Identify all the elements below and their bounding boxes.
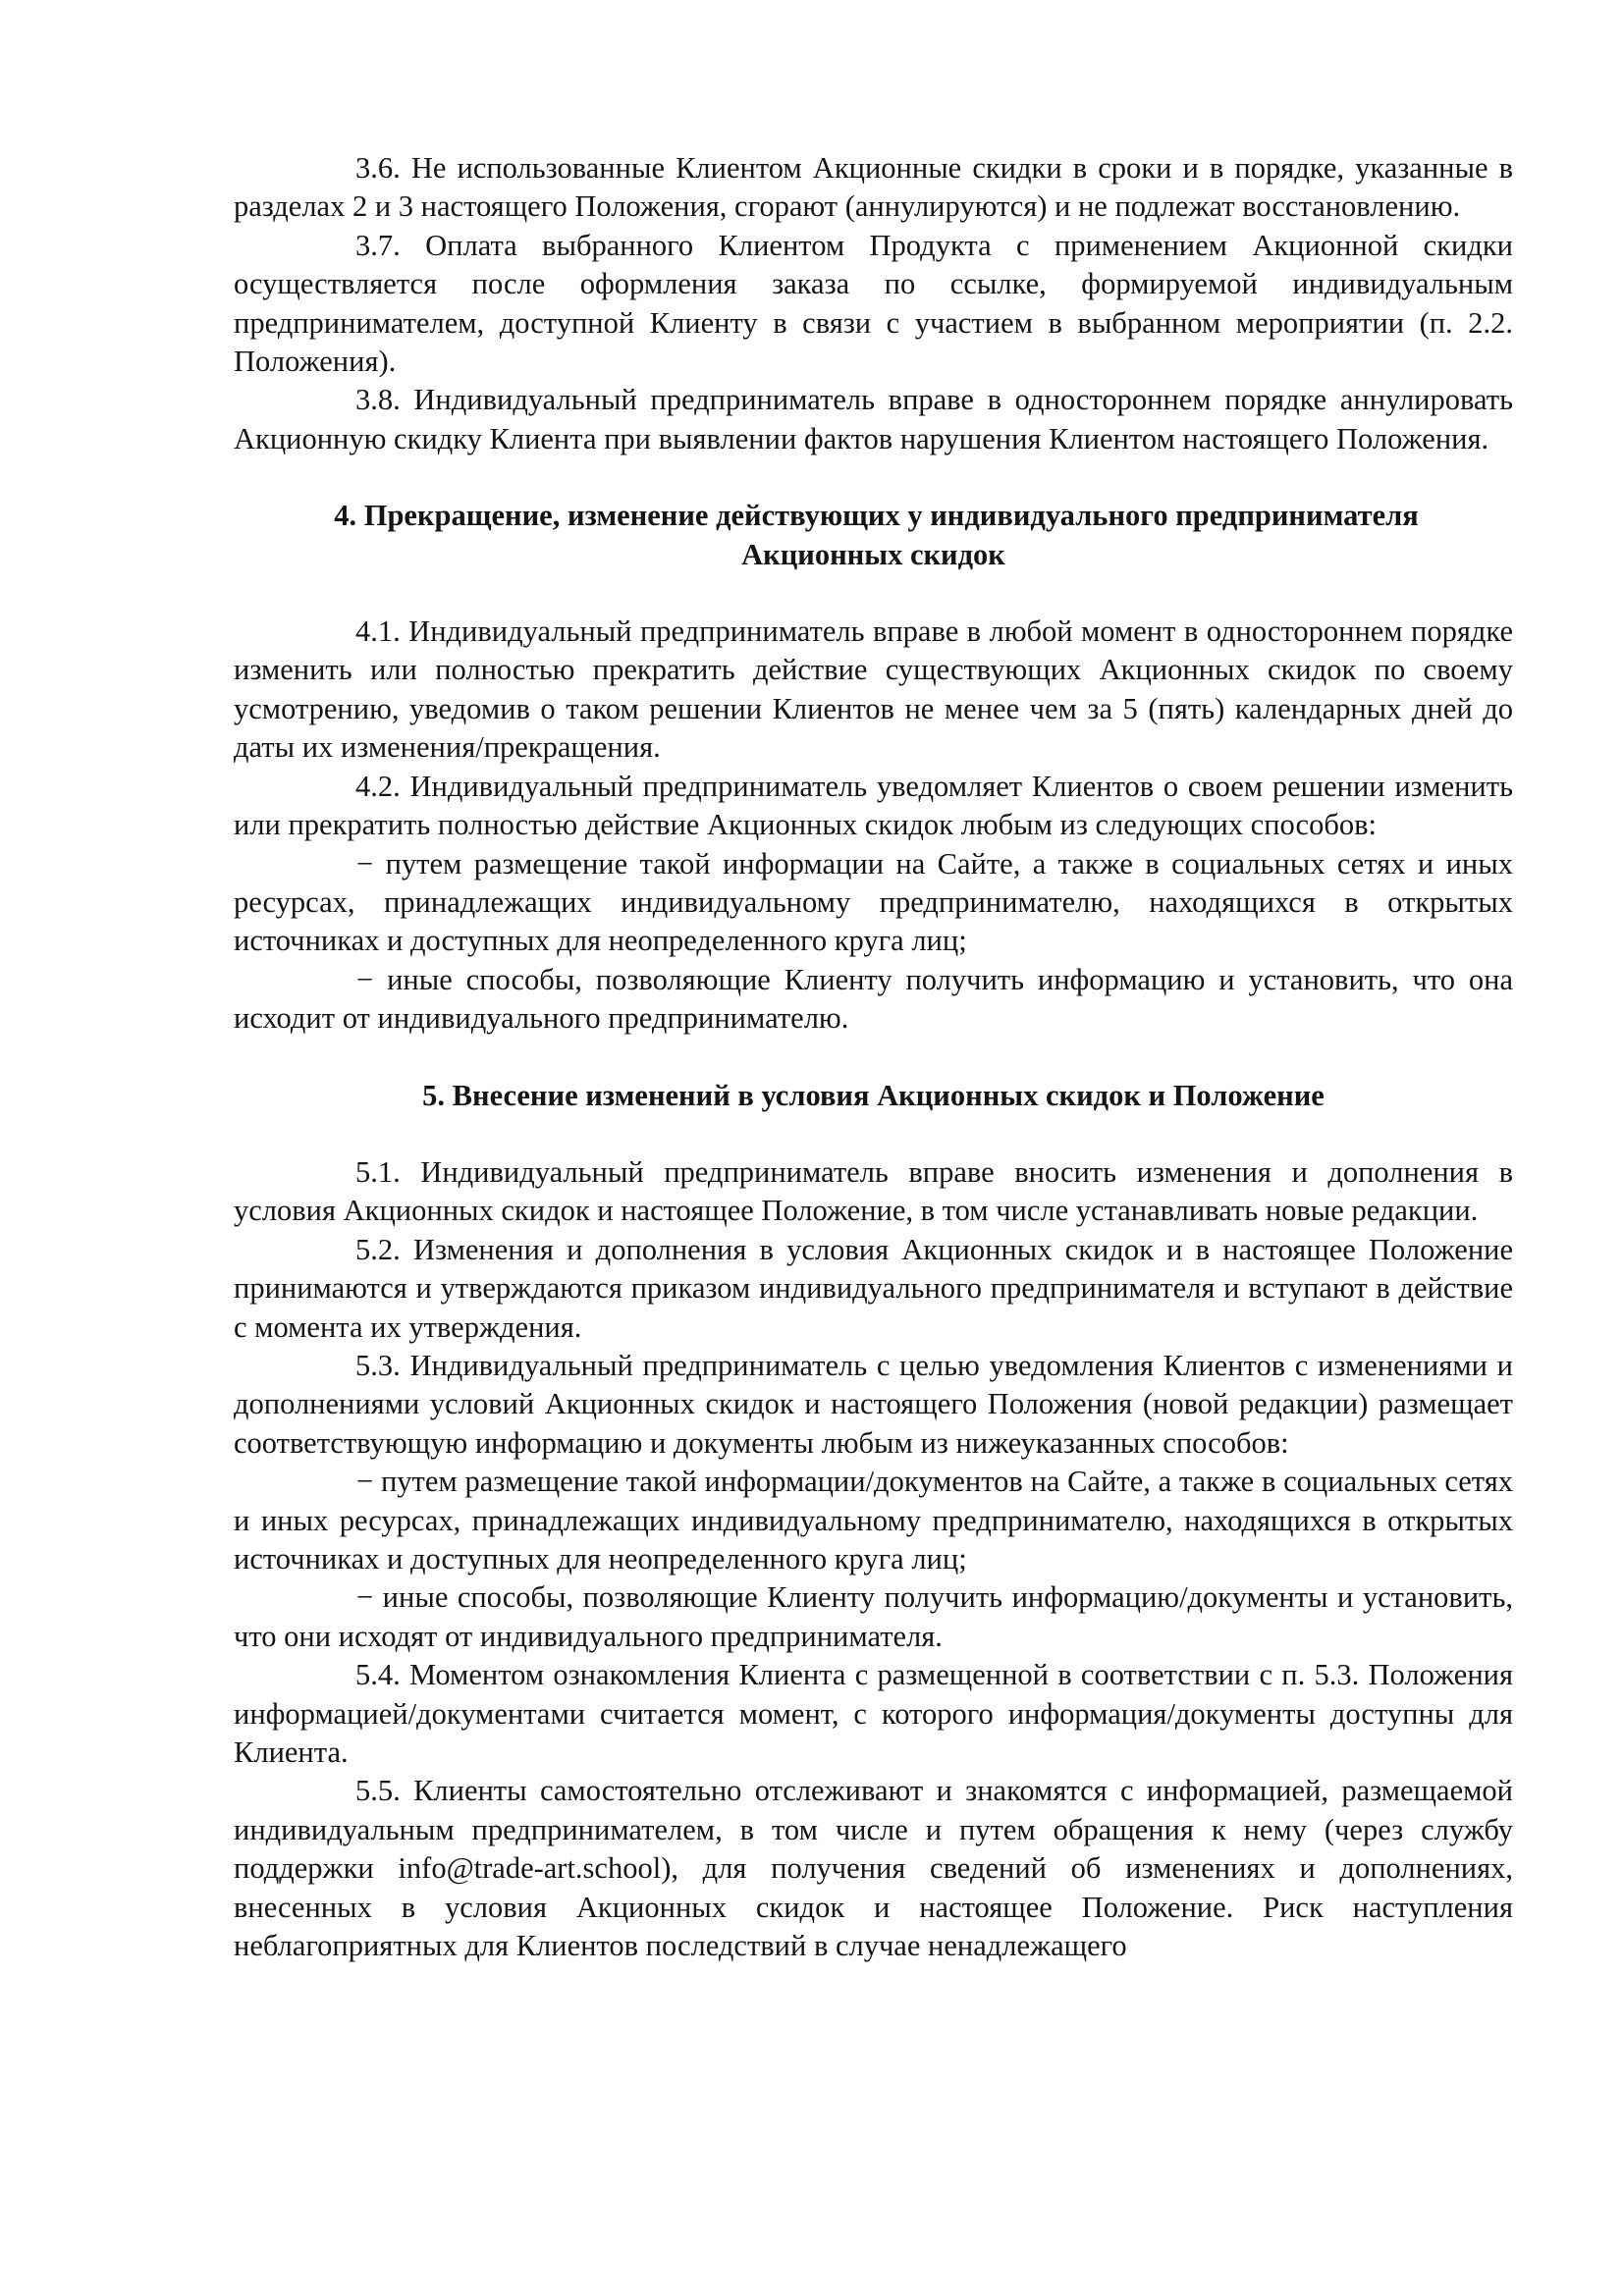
- section-4-heading-line-1: 4. Прекращение, изменение действующих у индивидуального предпринимателя: [334, 499, 1419, 533]
- clause-4-2-item-2: − иные способы, позволяющие Клиенту получить информацию и установить, что она исходит от индивидуального предпринимателю.: [234, 962, 1513, 1036]
- spacer: [234, 1039, 1513, 1077]
- section-4-heading-line-2: Акционных скидок: [741, 537, 1005, 571]
- section-5-heading: 5. Внесение изменений в условия Акционных скидок и Положение: [422, 1078, 1325, 1112]
- clause-5-1: 5.1. Индивидуальный предприниматель вправе вносить изменения и дополнения в условия Акционных скидок и настоящее Положение, в том числе устанавливать новые редакции.: [234, 1154, 1513, 1228]
- clause-4-2-item-1: − путем размещение такой информации на Сайте, а также в социальных сетях и иных ресурсах, принадлежащих индивидуальному предпринимателю, находящихся в открытых источниках и доступных для неопределенного круга лиц;: [234, 846, 1513, 958]
- spacer: [234, 1115, 1513, 1153]
- clause-4-1: 4.1. Индивидуальный предприниматель вправе в любой момент в одностороннем порядке изменить или полностью прекратить действие существующих Акционных скидок по своему усмотрению, уведомив о таком решении Клиентов не менее чем за 5 (пять) календарных дней до даты их изменения/прекращения.: [234, 614, 1513, 765]
- clause-5-3-item-1: − путем размещение такой информации/документов на Сайте, а также в социальных сетях и иных ресурсах, принадлежащих индивидуальному предпринимателю, находящихся в открытых источниках и доступных для неопределенного круга лиц;: [234, 1465, 1513, 1575]
- clause-5-2: 5.2. Изменения и дополнения в условия Акционных скидок и в настоящее Положение принимаются и утверждаются приказом индивидуального предпринимателя и вступают в действие с момента их утверждения.: [234, 1232, 1513, 1344]
- clause-3-7: 3.7. Оплата выбранного Клиентом Продукта с применением Акционной скидки осуществляется после оформления заказа по ссылке, формируемой индивидуальным предпринимателем, доступной Клиенту в связи с участием в выбранном мероприятии (п. 2.2. Положения).: [234, 228, 1513, 379]
- clause-4-2: 4.2. Индивидуальный предприниматель уведомляет Клиентов о своем решении изменить или прекратить полностью действие Акционных скидок любым из следующих способов:: [234, 769, 1513, 842]
- clause-5-4: 5.4. Моментом ознакомления Клиента с размещенной в соответствии с п. 5.3. Положения информацией/документами считается момент, с которого информация/документы доступны для Клиента.: [234, 1658, 1513, 1770]
- clause-3-8: 3.8. Индивидуальный предприниматель вправе в одностороннем порядке аннулировать Акционную скидку Клиента при выявлении фактов нарушения Клиентом настоящего Положения.: [234, 383, 1513, 455]
- clause-5-5: 5.5. Клиенты самостоятельно отслеживают и знакомятся с информацией, размещаемой индивидуальным предпринимателем, в том числе и путем обращения к нему (через службу поддержки info@trade-art.school), для получения сведений об изменениях и дополнениях, внесенных в условия Акционных скидок и настоящее Положение. Риск наступления неблагоприятных для Клиентов последствий в случае ненадлежащего: [234, 1774, 1513, 1963]
- clause-5-3: 5.3. Индивидуальный предприниматель с целью уведомления Клиентов с изменениями и дополнениями условий Акционных скидок и настоящего Положения (новой редакции) размещает соответствующую информацию и документы любым из нижеуказанных способов:: [234, 1348, 1513, 1460]
- clause-3-6: 3.6. Не использованные Клиентом Акционные скидки в сроки и в порядке, указанные в разделах 2 и 3 настоящего Положения, сгорают (аннулируются) и не подлежат восстановлению.: [234, 151, 1513, 224]
- spacer: [234, 574, 1513, 613]
- clause-5-3-item-2: − иные способы, позволяющие Клиенту получить информацию/документы и установить, что они исходят от индивидуального предпринимателя.: [234, 1580, 1513, 1653]
- spacer: [234, 458, 1513, 497]
